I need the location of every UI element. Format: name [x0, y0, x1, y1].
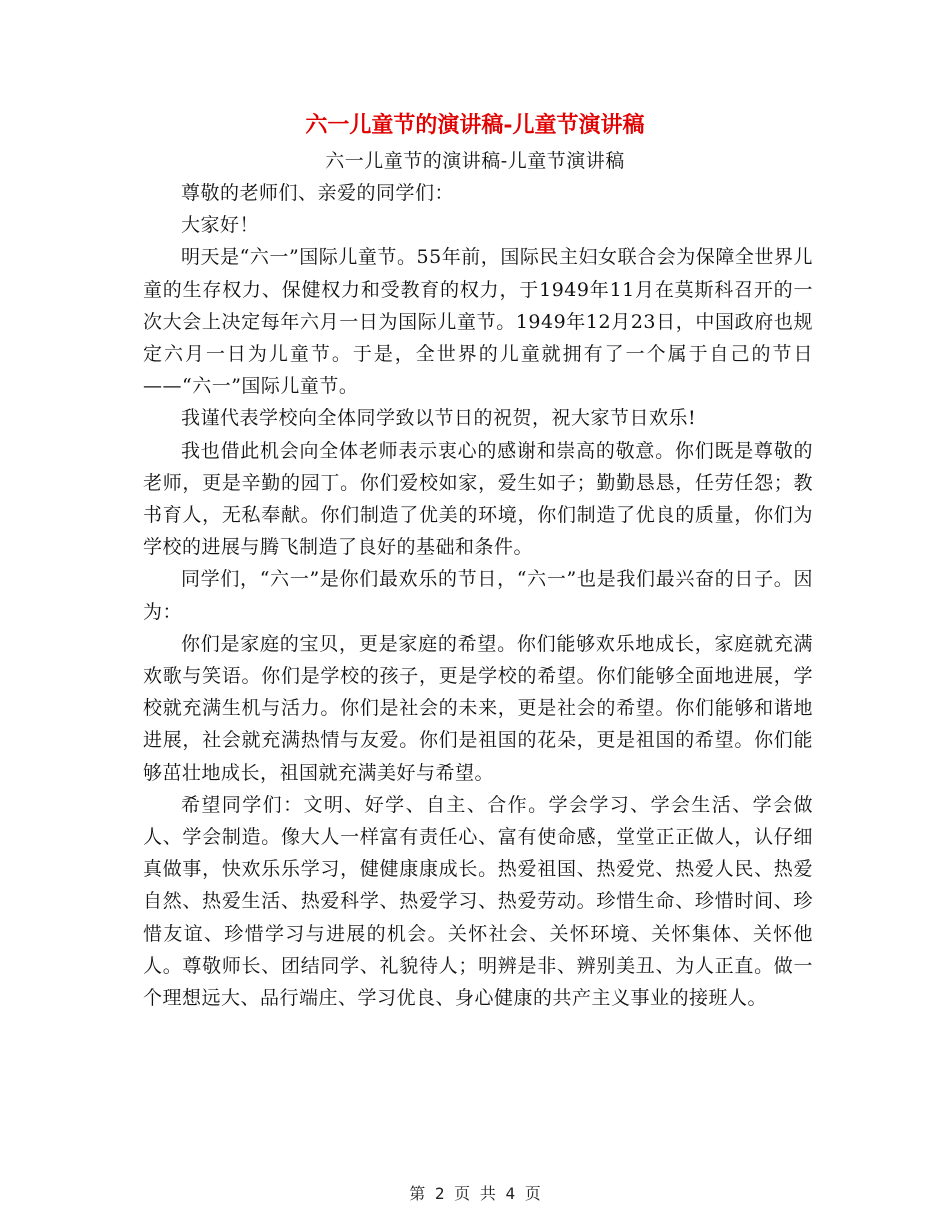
document-title: 六一儿童节的演讲稿-儿童节演讲稿	[305, 112, 645, 138]
paragraph-congratulations: 我谨代表学校向全体同学致以节日的祝贺，祝大家节日欢乐!	[181, 407, 697, 430]
paragraph-history: 明天是“六一”国际儿童节。55年前，国际民主妇女联合会为保障全世界儿童的生存权力、保健权力和受教育的权力，于1949年11月在莫斯科召开的一次大会上决定每年六月一日为国际儿童节。1949年12月23日，中国政府也规定六月一日为儿童节。于是，全世界的儿童就拥有了一个属于自己的节日——“六一”国际儿童节。	[143, 246, 813, 398]
paragraph-wishes: 希望同学们：文明、好学、自主、合作。学会学习、学会生活、学会做人、学会制造。像大人一样富有责任心、富有使命感，堂堂正正做人，认仔细真做事，快欢乐乐学习，健健康康成长。热爱祖国、热爱党、热爱人民、热爱自然、热爱生活、热爱科学、热爱学习、热爱劳动。珍惜生命、珍惜时间、珍惜友谊、珍惜学习与进展的机会。关怀社会、关怀环境、关怀集体、关怀他人。尊敬师长、团结同学、礼貌待人；明辨是非、辨别美丑、为人正直。做一个理想远大、品行端庄、学习优良、身心健康的共产主义事业的接班人。	[143, 793, 813, 1010]
greeting: 大家好！	[181, 214, 260, 237]
paragraph-students: 同学们，“六一”是你们最欢乐的节日，“六一”也是我们最兴奋的日子。因为：	[143, 568, 813, 623]
page-number-footer: 第 2 页 共 4 页	[409, 1184, 541, 1203]
salutation: 尊敬的老师们、亲爱的同学们：	[181, 182, 455, 204]
paragraph-teachers: 我也借此机会向全体老师表示衷心的感谢和崇高的敬意。你们既是尊敬的老师，更是辛勤的园丁。你们爱校如家，爱生如子；勤勤恳恳，任劳任怨；教书育人，无私奉献。你们制造了优美的环境，你们制造了优良的质量，你们为学校的进展与腾飞制造了良好的基础和条件。	[143, 439, 813, 559]
paragraph-hope: 你们是家庭的宝贝，更是家庭的希望。你们能够欢乐地成长，家庭就充满欢歌与笑语。你们是学校的孩子，更是学校的希望。你们能够全面地进展，学校就充满生机与活力。你们是社会的未来，更是社会的希望。你们能够和谐地进展，社会就充满热情与友爱。你们是祖国的花朵，更是祖国的希望。你们能够茁壮地成长，祖国就充满美好与希望。	[143, 632, 813, 784]
document-body	[143, 177, 813, 1014]
document-subtitle: 六一儿童节的演讲稿-儿童节演讲稿	[325, 150, 625, 172]
